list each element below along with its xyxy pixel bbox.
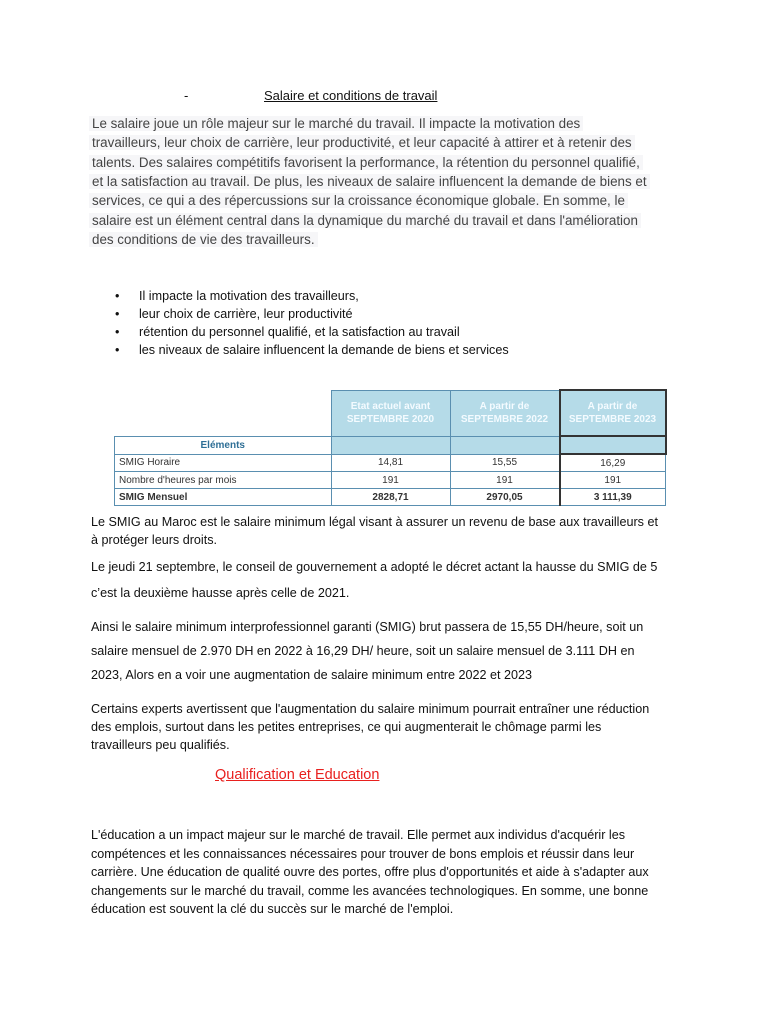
table-cell: 2828,71 [331, 489, 450, 506]
table-row [115, 472, 666, 489]
smig-line: Le SMIG au Maroc est le salaire minimum légal visant à assurer un revenu de base aux travailleurs et [91, 515, 658, 529]
bullet-icon: • [115, 325, 120, 339]
title-dash: - [184, 88, 189, 103]
intro-line: travailleurs, leur choix de carrière, leur productivité, et leur capacité à attirer et à retenir des [89, 135, 635, 150]
table-cell: 15,55 [450, 454, 560, 472]
bullet-item [115, 343, 509, 357]
experts-line: travailleurs peu qualifiés. [91, 738, 230, 752]
header-2022: A partir de SEPTEMBRE 2022 [450, 390, 560, 436]
experts-line: Certains experts avertissent que l'augmentation du salaire minimum pourrait entraîner une réduction [91, 702, 650, 716]
intro-line: et la satisfaction au travail. De plus, les niveaux de salaire influencent la demande de biens et [89, 174, 650, 189]
table-cell: Nombre d'heures par mois [115, 472, 332, 489]
header-2023: A partir de SEPTEMBRE 2023 [560, 390, 666, 436]
intro-line: des conditions de vie des travailleurs. [89, 232, 318, 247]
education-line: L'éducation a un impact majeur sur le marché de travail. Elle permet aux individus d'acquérir les [91, 828, 626, 842]
smig-line: à protéger leurs droits. [91, 533, 217, 547]
header-elements: Eléments [115, 436, 332, 454]
intro-line: Le salaire joue un rôle majeur sur le marché du travail. Il impacte la motivation des [89, 116, 583, 131]
bullet-item [115, 325, 460, 339]
bullet-icon: • [115, 289, 120, 303]
table-cell: SMIG Mensuel [115, 489, 332, 506]
section-heading-education: Qualification et Education [215, 767, 380, 783]
table-row [115, 454, 666, 472]
header-2020: Etat actuel avant SEPTEMBRE 2020 [331, 390, 450, 436]
table-row [115, 489, 666, 506]
bullet-item [115, 289, 359, 303]
education-line: éducation est souvent la clé du succès sur le marché de l'emploi. [91, 902, 454, 916]
table-cell: 2970,05 [450, 489, 560, 506]
intro-line: services, ce qui a des répercussions sur la croissance économique globale. En somme, le [89, 193, 628, 208]
table-cell: 3 111,39 [560, 489, 666, 506]
education-line: changements sur le marché du travail, comme les avancées technologiques. En somme, une bonne [91, 883, 649, 898]
smig-table [114, 389, 667, 506]
bullet-text: les niveaux de salaire influencent la demande de biens et services [139, 343, 509, 357]
decret-line: Le jeudi 21 septembre, le conseil de gouvernement a adopté le décret actant la hausse du SMIG de 5 [91, 560, 658, 574]
bullet-icon: • [115, 343, 120, 357]
table-cell: 16,29 [560, 454, 666, 472]
education-line: carrière. Une éducation de qualité ouvre des portes, offre plus d'opportunités et aide à s'adapter aux [91, 865, 649, 879]
intro-line: talents. Des salaires compétitifs favorisent la performance, la rétention du personnel qualifié, [89, 155, 643, 170]
ainsi-line: 2023, Alors en a voir une augmentation de salaire minimum entre 2022 et 2023 [91, 668, 533, 682]
table-cell: 191 [331, 472, 450, 489]
experts-line: des emplois, surtout dans les petites entreprises, ce qui augmenterait le chômage parmi les [91, 720, 602, 734]
table-cell: 191 [560, 472, 666, 489]
intro-line: salaire est un élément central dans la dynamique du marché du travail et dans l'amélioration [89, 213, 641, 228]
ainsi-line: Ainsi le salaire minimum interprofessionnel garanti (SMIG) brut passera de 15,55 DH/heure, soit un [91, 620, 644, 634]
decret-line: c’est la deuxième hausse après celle de 2021. [91, 586, 350, 600]
table-cell: 14,81 [331, 454, 450, 472]
table-cell: 191 [450, 472, 560, 489]
table-cell: SMIG Horaire [115, 454, 332, 472]
bullet-item [115, 307, 353, 321]
bullet-text: rétention du personnel qualifié, et la satisfaction au travail [139, 325, 460, 339]
bullet-text: leur choix de carrière, leur productivité [139, 307, 353, 321]
bullet-icon: • [115, 307, 120, 321]
ainsi-line: salaire mensuel de 2.970 DH en 2022 à 16,29 DH/ heure, soit un salaire mensuel de 3.111 DH en [91, 644, 635, 658]
page-title: Salaire et conditions de travail [264, 88, 438, 103]
bullet-text: Il impacte la motivation des travailleurs, [139, 289, 359, 303]
education-line: compétences et les connaissances nécessaires pour trouver de bons emplois et réussir dans leur [91, 846, 635, 861]
